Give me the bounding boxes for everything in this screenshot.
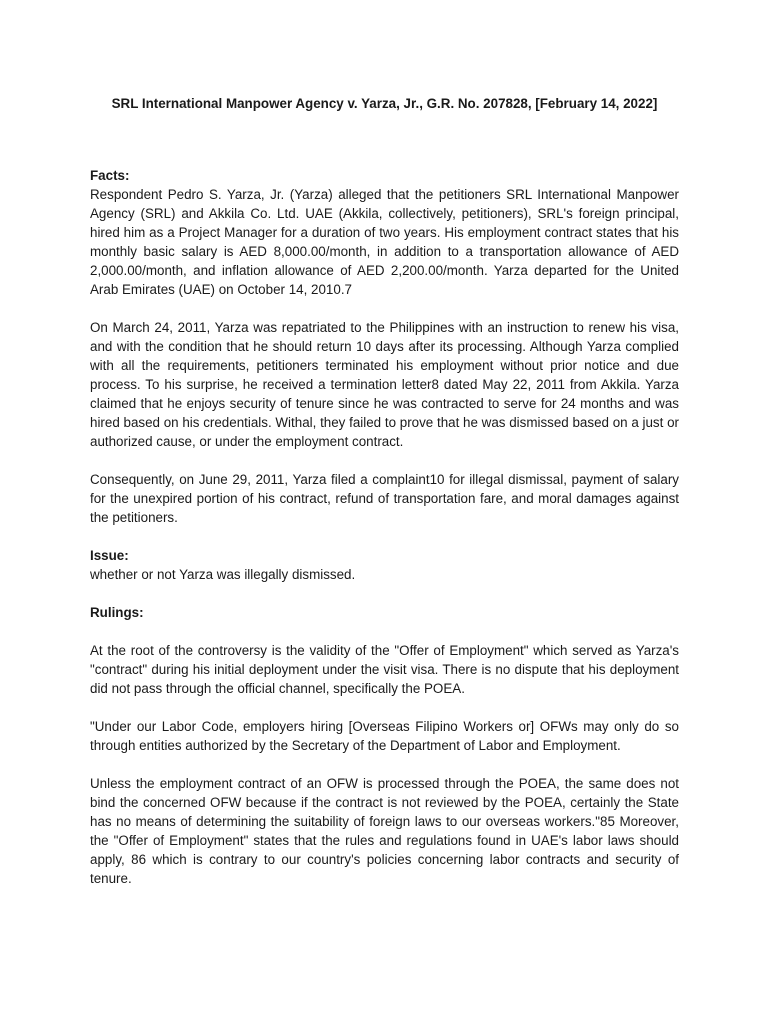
- facts-paragraph-1: Respondent Pedro S. Yarza, Jr. (Yarza) alleged that the petitioners SRL International Manpower Agency (SRL) and Akkila Co. Ltd. UAE (Akkila, collectively, petitioners), SRL's foreign principal, hired him as a Project Manager for a duration of two years. His employment contract states that his monthly basic salary is AED 8,000.00/month, in addition to a transportation allowance of AED 2,000.00/month, and inflation allowance of AED 2,200.00/month. Yarza departed for the United Arab Emirates (UAE) on October 14, 2010.7: [90, 187, 679, 297]
- facts-paragraph-3: Consequently, on June 29, 2011, Yarza filed a complaint10 for illegal dismissal, payment of salary for the unexpired portion of his contract, refund of transportation fare, and moral damages against the petitioners.: [90, 472, 679, 525]
- rulings-paragraph-3: Unless the employment contract of an OFW is processed through the POEA, the same does not bind the concerned OFW because if the contract is not reviewed by the POEA, certainly the State has no means of determining the suitability of foreign laws to our overseas workers."85 Moreover, the "Offer of Employment" states that the rules and regulations found in UAE's labor laws should apply, 86 which is contrary to our country's policies concerning labor contracts and security of tenure.: [90, 776, 679, 886]
- facts-paragraph-2: On March 24, 2011, Yarza was repatriated to the Philippines with an instruction to renew his visa, and with the condition that he should return 10 days after its processing. Although Yarza complied with all the requirements, petitioners terminated his employment without prior notice and due process. To his surprise, he received a termination letter8 dated May 22, 2011 from Akkila. Yarza claimed that he enjoys security of tenure since he was contracted to serve for 24 months and was hired based on his credentials. Withal, they failed to prove that he was dismissed based on a just or authorized cause, or under the employment contract.: [90, 320, 679, 449]
- issue-text: whether or not Yarza was illegally dismissed.: [90, 567, 356, 582]
- issue-heading: Issue:: [90, 548, 129, 563]
- document-title: SRL International Manpower Agency v. Yarza, Jr., G.R. No. 207828, [February 14, 2022]: [111, 96, 658, 111]
- rulings-heading: Rulings:: [90, 605, 144, 620]
- rulings-paragraph-1: At the root of the controversy is the validity of the "Offer of Employment" which served as Yarza's "contract" during his initial deployment under the visit visa. There is no dispute that his deployment did not pass through the official channel, specifically the POEA.: [90, 643, 679, 696]
- facts-heading: Facts:: [90, 168, 130, 183]
- rulings-paragraph-2: "Under our Labor Code, employers hiring [Overseas Filipino Workers or] OFWs may only do so through entities authorized by the Secretary of the Department of Labor and Employment.: [90, 719, 679, 753]
